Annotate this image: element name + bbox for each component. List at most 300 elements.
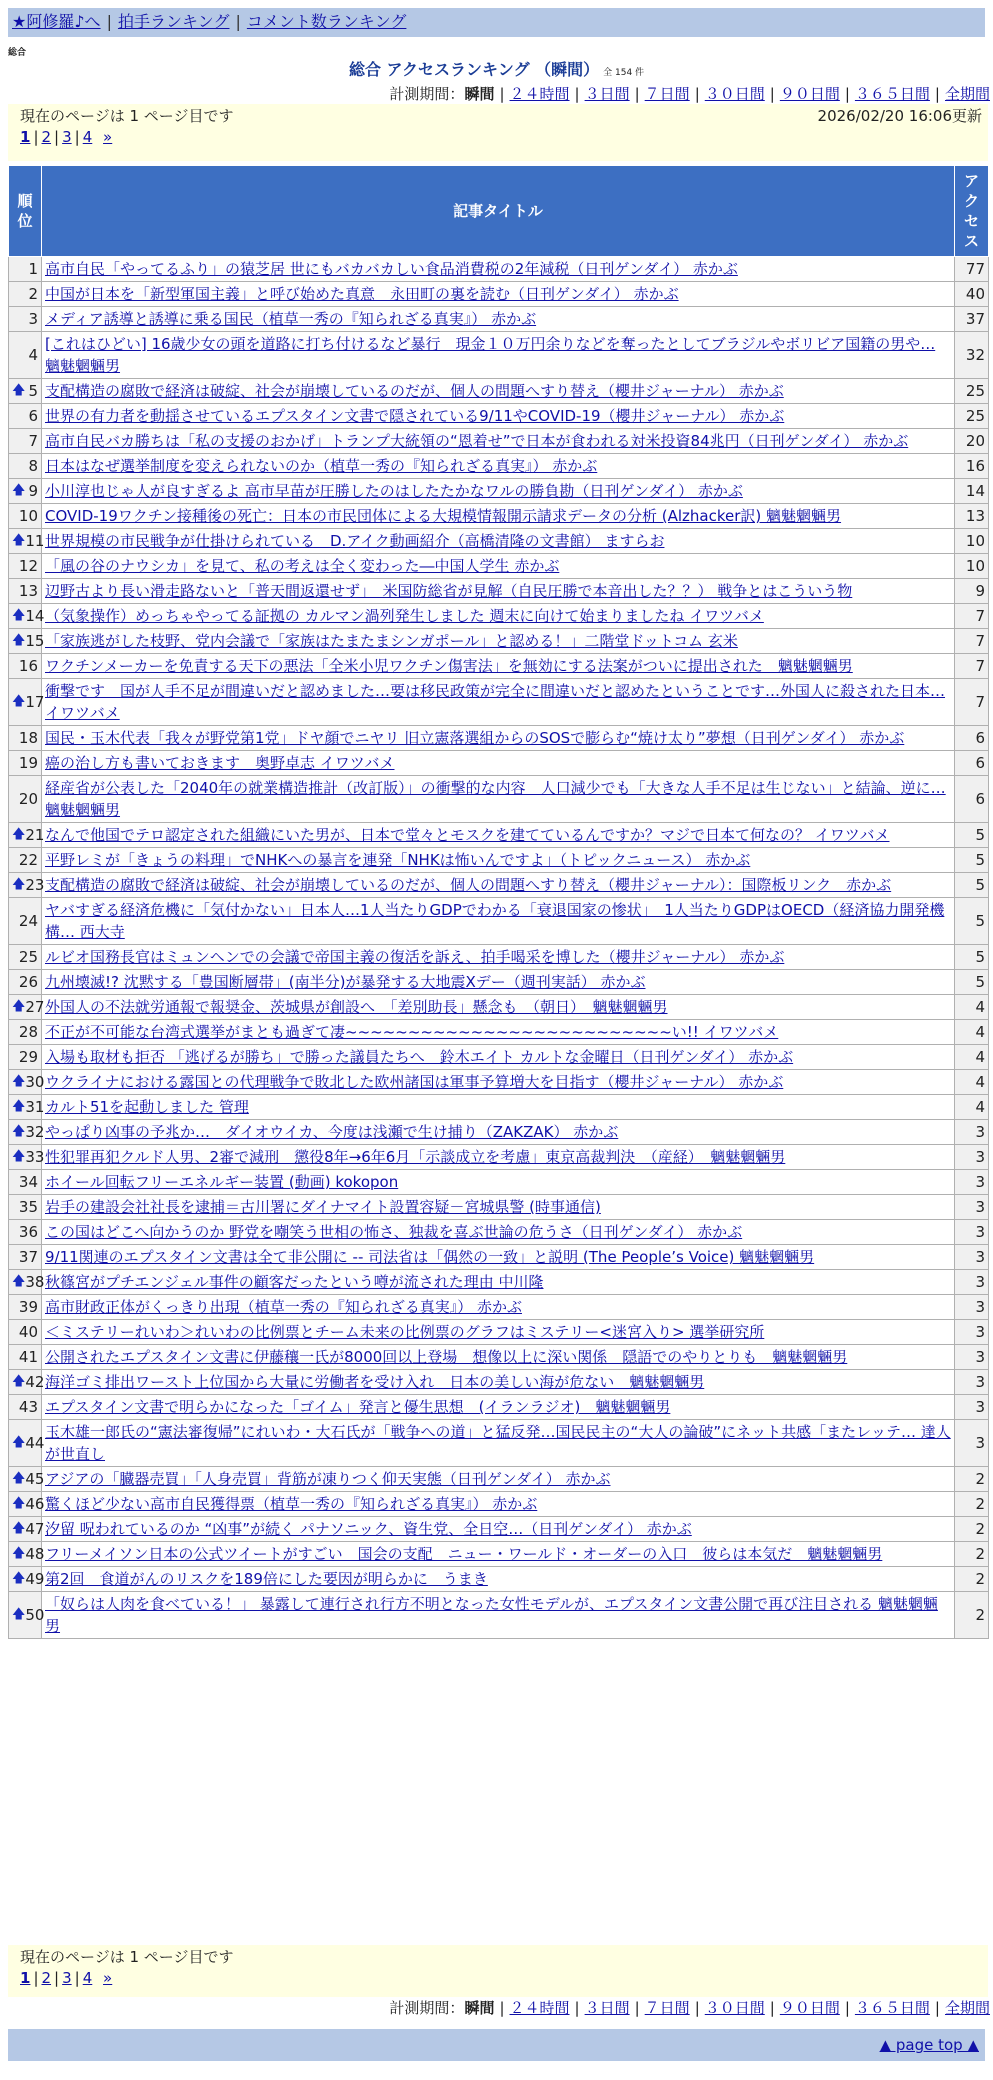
article-link[interactable]: 玉木雄一郎氏の“憲法審復帰”にれいわ・大石氏が「戦争への道」と猛反発…国民民主の“大人の論破”にネット共感「またレッテ… 達人が世直し — [45, 1423, 951, 1463]
separator: | — [235, 12, 241, 31]
period-label: 計測期間： — [389, 1999, 465, 2017]
separator: | — [54, 1969, 60, 1987]
period-link[interactable]: ３６５日間 — [854, 85, 930, 103]
table-row — [9, 995, 989, 1020]
up-arrow-icon: 🡅 — [12, 1149, 26, 1164]
article-link[interactable]: 小川淳也じゃ人が良すぎるよ 高市早苗が圧勝したのはしたたかなワルの勝負勘（日刊ゲンダイ） 赤かぶ — [45, 482, 743, 500]
up-arrow-icon: 🡅 — [12, 633, 26, 648]
title-cell — [42, 970, 955, 995]
rank-number: 20 — [18, 790, 38, 808]
rank-number: 47 — [25, 1520, 45, 1538]
table-row — [9, 945, 989, 970]
title-cell — [42, 1220, 955, 1245]
article-link[interactable]: ヤバすぎる経済危機に「気付かない」日本人…1人当たりGDPでわかる「衰退国家の惨状」 1人当たりGDPはOECD（経済協力開発機構… 西大寺 — [45, 901, 945, 941]
table-row — [9, 776, 989, 823]
title-cell — [42, 429, 955, 454]
access-count: 7 — [955, 654, 989, 679]
table-row — [9, 307, 989, 332]
rank-cell — [9, 429, 42, 454]
access-count: 5 — [955, 848, 989, 873]
table-row — [9, 629, 989, 654]
page-links — [20, 1968, 976, 1989]
period-link[interactable]: ３日間 — [584, 1999, 630, 2017]
rank-cell — [9, 1467, 45, 1492]
period-current: 瞬間 — [464, 85, 495, 103]
page-top-link[interactable]: ▲ page top ▲ — [879, 2036, 979, 2054]
title-cell — [42, 1467, 955, 1492]
title-cell — [42, 1592, 955, 1639]
access-count: 3 — [955, 1195, 989, 1220]
article-link[interactable]: 入場も取材も拒否 「逃げるが勝ち」で勝った議員たちへ 鈴木エイト カルトな金曜日（日刊ゲンダイ） 赤かぶ — [45, 1048, 794, 1066]
period-selector-top — [389, 84, 990, 104]
table-row — [9, 1345, 989, 1370]
rank-number: 48 — [25, 1545, 45, 1563]
table-row — [9, 504, 989, 529]
article-link[interactable]: なんで他国でテロ認定された組織にいた男が、日本で堂々とモスクを建てているんですか？マジで日本て何なの？ イワツバメ — [45, 826, 890, 844]
current-page-text: 現在のページは 1 ページ目です — [20, 1948, 234, 1966]
rank-number: 28 — [18, 1023, 38, 1041]
title-cell — [42, 848, 955, 873]
access-count: 3 — [955, 1245, 989, 1270]
table-row — [9, 1170, 989, 1195]
table-row — [9, 679, 989, 726]
rank-cell — [9, 404, 42, 429]
table-row — [9, 1095, 989, 1120]
article-link[interactable]: 岩手の建設会社社長を逮捕＝古川署にダイナマイト設置容疑－宮城県警 (時事通信) — [45, 1198, 601, 1216]
rank-cell — [9, 776, 42, 823]
table-row — [9, 282, 989, 307]
rank-cell — [9, 1420, 45, 1467]
access-count: 3 — [955, 1370, 989, 1395]
article-link[interactable]: 秋篠宮がプチエンジェル事件の顧客だったという噂が流された理由 中川隆 — [45, 1273, 544, 1291]
separator: | — [106, 12, 112, 31]
title-cell — [42, 1270, 955, 1295]
table-row — [9, 579, 989, 604]
rank-number: 18 — [18, 729, 38, 747]
title-cell — [42, 945, 955, 970]
rank-cell — [9, 1195, 42, 1220]
rank-cell — [9, 1542, 45, 1567]
table-row — [9, 654, 989, 679]
rank-cell — [9, 995, 45, 1020]
title-cell — [42, 479, 955, 504]
bottom-nav-bar — [8, 2029, 985, 2061]
rank-cell — [9, 554, 42, 579]
article-link[interactable]: メディア誘導と誘導に乗る国民（植草一秀の『知られざる真実』） 赤かぶ — [45, 310, 537, 328]
rank-cell — [9, 332, 42, 379]
title-cell — [42, 332, 955, 379]
rank-number: 42 — [25, 1373, 45, 1391]
rank-number: 1 — [28, 260, 38, 278]
table-row — [9, 1270, 989, 1295]
article-link[interactable]: 驚くほど少ない高市自民獲得票（植草一秀の『知られざる真実』） 赤かぶ — [45, 1495, 538, 1513]
title-cell — [42, 679, 955, 726]
rank-cell — [9, 1170, 42, 1195]
access-count: 3 — [955, 1270, 989, 1295]
title-cell — [42, 898, 955, 945]
title-cell — [42, 629, 955, 654]
up-arrow-icon: 🡅 — [12, 608, 26, 623]
page-link[interactable]: 2 — [41, 1969, 52, 1987]
up-arrow-icon: 🡅 — [12, 1521, 26, 1536]
article-link[interactable]: 中国が日本を「新型軍国主義」と呼び始めた真意 永田町の裏を読む（日刊ゲンダイ） 赤かぶ — [45, 285, 679, 303]
article-link[interactable]: フリーメイソン日本の公式ツイートがすごい 国会の支配 ニュー・ワールド・オーダーの入口 彼らは本気だ 魑魅魍魎男 — [45, 1545, 883, 1563]
title-cell — [42, 1567, 955, 1592]
separator: | — [844, 85, 850, 103]
article-link[interactable]: アジアの「臓器売買」「人身売買」背筋が凍りつく仰天実態（日刊ゲンダイ） 赤かぶ — [45, 1470, 611, 1488]
table-row — [9, 1542, 989, 1567]
article-link[interactable]: 支配構造の腐敗で経済は破綻、社会が崩壊しているのだが、個人の問題へすり替え（櫻井ジャーナル）：国際板リンク 赤かぶ — [45, 876, 892, 894]
table-row — [9, 898, 989, 945]
separator: | — [74, 1969, 80, 1987]
article-link[interactable]: 高市自民バカ勝ちは「私の支援のおかげ」トランプ大統領の“恩着せ”で日本が食われる対米投資84兆円（日刊ゲンダイ） 赤かぶ — [45, 432, 909, 450]
period-link[interactable]: ３０日間 — [704, 1999, 765, 2017]
table-row — [9, 429, 989, 454]
table-row — [9, 751, 989, 776]
article-link[interactable]: 公開されたエプスタイン文書に伊藤穰一氏が8000回以上登場 想像以上に深い関係 隠語でのやりとりも 魑魅魍魎男 — [45, 1348, 848, 1366]
ranking-table-body — [9, 257, 989, 1639]
rank-cell — [9, 1220, 42, 1245]
title-cell — [42, 529, 955, 554]
page-link[interactable]: 3 — [62, 128, 72, 146]
article-link[interactable]: 世界規模の市民戦争が仕掛けられている D.アイク動画紹介（高橋清隆の文書館） ますらお — [45, 532, 665, 550]
table-row — [9, 970, 989, 995]
home-link[interactable]: ★阿修羅♪へ — [12, 12, 101, 31]
separator: | — [574, 1999, 580, 2017]
table-row — [9, 873, 989, 898]
title-cell — [42, 776, 955, 823]
page-title — [0, 59, 993, 84]
article-link[interactable]: 衝撃です 国が人手不足が間違いだと認めました…要は移民政策が完全に間違いだと認めたということです…外国人に殺された日本… イワツバメ — [45, 682, 946, 722]
rank-number: 45 — [25, 1470, 45, 1488]
rank-number: 5 — [28, 382, 38, 400]
access-count: 6 — [955, 726, 989, 751]
rank-cell — [9, 1567, 45, 1592]
access-count: 9 — [955, 579, 989, 604]
separator: | — [694, 1999, 700, 2017]
rank-number: 13 — [18, 582, 38, 600]
separator: | — [634, 85, 640, 103]
period-link[interactable]: ２４時間 — [509, 85, 570, 103]
title-cell — [42, 1170, 955, 1195]
separator: | — [74, 128, 80, 146]
rank-number: 24 — [18, 912, 38, 930]
rank-cell — [9, 454, 42, 479]
access-count: 2 — [955, 1592, 989, 1639]
table-row — [9, 1467, 989, 1492]
ranking-table — [8, 165, 989, 1639]
period-link[interactable]: ３６５日間 — [854, 1999, 930, 2017]
article-link[interactable]: 九州壊滅!? 沈黙する「豊国断層帯」(南半分)が暴発する大地震Xデー（週刊実話） 赤かぶ — [45, 973, 646, 991]
rank-cell — [9, 479, 42, 504]
access-count: 4 — [955, 995, 989, 1020]
separator: | — [499, 85, 505, 103]
title-cell — [42, 1542, 955, 1567]
title-cell — [42, 1395, 955, 1420]
access-count: 4 — [955, 1045, 989, 1070]
rank-cell — [9, 1320, 42, 1345]
title-cell — [42, 554, 955, 579]
table-row — [9, 404, 989, 429]
rank-number: 3 — [28, 310, 38, 328]
rank-cell — [9, 629, 45, 654]
title-cell — [42, 379, 955, 404]
rank-cell — [9, 970, 42, 995]
article-link[interactable]: 海洋ゴミ排出ワースト上位国から大量に労働者を受け入れ 日本の美しい海が危ない 魑魅魍魎男 — [45, 1373, 705, 1391]
title-cell — [42, 454, 955, 479]
separator: | — [634, 1999, 640, 2017]
comment-ranking-link[interactable]: コメント数ランキング — [246, 12, 407, 31]
pager-status — [20, 1947, 976, 1968]
access-count: 4 — [955, 1095, 989, 1120]
separator: | — [499, 1999, 505, 2017]
up-arrow-icon: 🡅 — [12, 483, 26, 498]
up-arrow-icon: 🡅 — [12, 1607, 26, 1622]
up-arrow-icon: 🡅 — [12, 827, 26, 842]
period-link[interactable]: ９０日間 — [779, 85, 840, 103]
period-link[interactable]: ３日間 — [584, 85, 630, 103]
separator: | — [769, 1999, 775, 2017]
rank-number: 7 — [28, 432, 38, 450]
article-link[interactable]: 「家族逃がした枝野、党内会議で「家族はたまたまシンガポール」と認める！」二階堂ドットコム 玄米 — [45, 632, 738, 650]
table-row — [9, 1070, 989, 1095]
article-link[interactable]: ホイール回転フリーエネルギー装置 (動画) kokopon — [45, 1173, 399, 1191]
rank-number: 15 — [25, 632, 45, 650]
period-link[interactable]: 全期間 — [944, 1999, 990, 2017]
period-link[interactable]: ７日間 — [644, 85, 690, 103]
article-link[interactable]: 不正が不可能な台湾式選挙がまとも過ぎて凄~~~~~~~~~~~~~~~~~~~~~~~~~~い!! イワツバメ — [45, 1023, 779, 1041]
title-cell — [42, 1120, 955, 1145]
article-link[interactable]: 9/11関連のエプスタイン文書は全て非公開に -- 司法省は「偶然の一致」と説明 (The People’s Voice) 魑魅魍魎男 — [45, 1248, 815, 1266]
article-link[interactable]: 辺野古より長い滑走路ないと「普天間返還せず」 米国防総省が見解（自民圧勝で本音出した？？） 戦争とはこういう物 — [45, 582, 853, 600]
article-link[interactable]: ルビオ国務長官はミュンヘンでの会議で帝国主義の復活を訴え、拍手喝采を博した（櫻井ジャーナル） 赤かぶ — [45, 948, 785, 966]
article-link[interactable]: 性犯罪再犯クルド人男、2審で減刑 懲役8年→6年6月「示談成立を考慮」東京高裁判決 （産経） 魑魅魍魎男 — [45, 1148, 786, 1166]
table-row — [9, 848, 989, 873]
access-count: 4 — [955, 1020, 989, 1045]
period-label: 計測期間： — [389, 85, 465, 103]
table-row — [9, 1395, 989, 1420]
article-link[interactable]: 外国人の不法就労通報で報奨金、茨城県が創設へ 「差別助長」懸念も （朝日） 魑魅魍魎男 — [45, 998, 668, 1016]
article-link[interactable]: 「奴らは人肉を食べている！」 暴露して連行され行方不明となった女性モデルが、エプスタイン文書公開で再び注目される 魑魅魍魎男 — [45, 1595, 938, 1635]
access-count: 3 — [955, 1320, 989, 1345]
separator: | — [769, 85, 775, 103]
page-link[interactable]: 4 — [82, 128, 93, 146]
article-link[interactable]: 支配構造の腐敗で経済は破綻、社会が崩壊しているのだが、個人の問題へすり替え（櫻井ジャーナル） 赤かぶ — [45, 382, 784, 400]
title-cell — [42, 282, 955, 307]
page-link[interactable]: 2 — [41, 128, 52, 146]
access-count: 25 — [955, 404, 989, 429]
period-link[interactable]: ２４時間 — [509, 1999, 570, 2017]
article-link[interactable]: 「風の谷のナウシカ」を見て、私の考えは全く変わった―中国人学生 赤かぶ — [45, 557, 560, 575]
access-count: 3 — [955, 1145, 989, 1170]
access-count: 3 — [955, 1170, 989, 1195]
up-arrow-icon: 🡅 — [12, 1099, 26, 1114]
rank-cell — [9, 257, 42, 282]
title-cell — [42, 995, 955, 1020]
rank-number: 38 — [25, 1273, 45, 1291]
rank-cell — [9, 1270, 45, 1295]
title-cell — [42, 604, 955, 629]
rank-number: 8 — [28, 457, 38, 475]
rank-number: 4 — [28, 346, 38, 364]
rank-cell — [9, 379, 42, 404]
title-cell — [42, 579, 955, 604]
access-count: 6 — [955, 751, 989, 776]
rank-cell — [9, 1145, 45, 1170]
period-link[interactable]: ９０日間 — [779, 1999, 840, 2017]
rank-cell — [9, 679, 45, 726]
article-link[interactable]: 国民・玉木代表「我々が野党第1党」ドヤ顔でニヤリ 旧立憲落選組からのSOSで膨らむ“焼け太り”夢想（日刊ゲンダイ） 赤かぶ — [45, 729, 905, 747]
access-count: 2 — [955, 1467, 989, 1492]
title-cell — [42, 1245, 955, 1270]
access-count: 32 — [955, 332, 989, 379]
article-link[interactable]: 癌の治し方も書いておきます 奥野卓志 イワツバメ — [45, 754, 395, 772]
article-link[interactable]: この国はどこへ向かうのか 野党を嘲笑う世相の怖さ、独裁を喜ぶ世論の危うさ（日刊ゲンダイ） 赤かぶ — [45, 1223, 743, 1241]
access-count: 77 — [955, 257, 989, 282]
access-count: 3 — [955, 1295, 989, 1320]
article-link[interactable]: 第2回 食道がんのリスクを189倍にした要因が明らかに うまき — [45, 1570, 488, 1588]
page-link-current[interactable]: 1 — [20, 1969, 31, 1987]
rank-cell — [9, 1592, 45, 1639]
rank-number: 26 — [18, 973, 38, 991]
next-page-link[interactable]: » — [103, 1969, 113, 1987]
page-link-current[interactable]: 1 — [20, 128, 31, 146]
applause-ranking-link[interactable]: 拍手ランキング — [117, 12, 230, 31]
article-link[interactable]: カルト51を起動しました 管理 — [45, 1098, 249, 1116]
article-link[interactable]: ＜ミステリーれいわ＞れいわの比例票とチーム未来の比例票のグラフはミステリー<迷宮入り> 選挙研究所 — [45, 1323, 765, 1341]
article-link[interactable]: 世界の有力者を動揺させているエプスタイン文書で隠されている9/11やCOVID-19（櫻井ジャーナル） 赤かぶ — [45, 407, 785, 425]
table-row — [9, 1592, 989, 1639]
table-row — [9, 257, 989, 282]
table-row — [9, 379, 989, 404]
rank-number: 33 — [25, 1148, 45, 1166]
title-cell — [42, 751, 955, 776]
separator: | — [694, 85, 700, 103]
title-cell — [42, 823, 955, 848]
title-cell — [42, 1345, 955, 1370]
page-link[interactable]: 3 — [62, 1969, 72, 1987]
access-count: 5 — [955, 970, 989, 995]
title-cell — [42, 1320, 955, 1345]
next-page-link[interactable]: » — [103, 128, 113, 146]
access-count: 13 — [955, 504, 989, 529]
article-link[interactable]: やっぱり凶事の予兆か… ダイオウイカ、今度は浅瀬で生け捕り（ZAKZAK） 赤かぶ — [45, 1123, 619, 1141]
rank-number: 35 — [18, 1198, 38, 1216]
table-row — [9, 1370, 989, 1395]
rank-number: 41 — [18, 1348, 38, 1366]
rank-number: 25 — [18, 948, 38, 966]
period-link[interactable]: ３０日間 — [704, 85, 765, 103]
access-count: 3 — [955, 1120, 989, 1145]
title-cell — [42, 257, 955, 282]
page-link[interactable]: 4 — [82, 1969, 93, 1987]
article-link[interactable]: 平野レミが「きょうの料理」でNHKへの暴言を連発「NHKは怖いんですよ」（トピックニュース） 赤かぶ — [45, 851, 751, 869]
item-count: 全 154 件 — [603, 68, 645, 78]
title-cell — [42, 1145, 955, 1170]
rank-cell — [9, 1020, 42, 1045]
separator: | — [844, 1999, 850, 2017]
rank-cell — [9, 282, 42, 307]
table-row — [9, 529, 989, 554]
col-title: 記事タイトル — [42, 166, 955, 257]
rank-cell — [9, 873, 45, 898]
article-link[interactable]: [これはひどい] 16歳少女の頭を道路に打ち付けるなど暴行 現金１０万円余りなどを奪ったとしてブラジルやボリビア国籍の男や… 魑魅魍魎男 — [45, 335, 936, 375]
rank-number: 23 — [25, 876, 45, 894]
period-link[interactable]: ７日間 — [644, 1999, 690, 2017]
rank-cell — [9, 945, 42, 970]
table-row — [9, 454, 989, 479]
table-row — [9, 1045, 989, 1070]
separator: | — [54, 128, 60, 146]
access-count: 14 — [955, 479, 989, 504]
table-row — [9, 1295, 989, 1320]
page-links — [20, 127, 976, 148]
article-link[interactable]: 高市財政正体がくっきり出現（植草一秀の『知られざる真実』） 赤かぶ — [45, 1298, 522, 1316]
pager-bottom — [8, 1945, 988, 1997]
rank-number: 50 — [25, 1606, 45, 1624]
table-row — [9, 1195, 989, 1220]
rank-number: 49 — [25, 1570, 45, 1588]
article-link[interactable]: エプスタイン文書で明らかになった「ゴイム」発言と優生思想 (イランラジオ) 魑魅魍魎男 — [45, 1398, 671, 1416]
up-arrow-icon: 🡅 — [12, 1496, 26, 1511]
article-link[interactable]: ワクチンメーカーを免責する天下の悪法「全米小児ワクチン傷害法」を無効にする法案がついに提出された 魑魅魍魎男 — [45, 657, 853, 675]
article-link[interactable]: COVID-19ワクチン接種後の死亡：日本の市民団体による大規模情報開示請求データの分析 (Alzhacker訳) 魑魅魍魎男 — [45, 507, 842, 525]
title-cell — [42, 504, 955, 529]
rank-cell — [9, 579, 42, 604]
article-link[interactable]: 経産省が公表した「2040年の就業構造推計（改訂版）」の衝撃的な内容 人口減少でも「大きな人手不足は生じない」と結論、逆に… 魑魅魍魎男 — [45, 779, 946, 819]
period-link[interactable]: 全期間 — [944, 85, 990, 103]
access-count: 3 — [955, 1420, 989, 1467]
table-row — [9, 1220, 989, 1245]
access-count: 3 — [955, 1345, 989, 1370]
access-count: 4 — [955, 1070, 989, 1095]
rank-number: 31 — [25, 1098, 45, 1116]
rank-number: 17 — [25, 693, 45, 711]
article-link[interactable]: 汐留 呪われているのか “凶事”が続く パナソニック、資生党、全日空…（日刊ゲンダイ） 赤かぶ — [45, 1520, 692, 1538]
rank-cell — [9, 1517, 45, 1542]
title-cell — [42, 1517, 955, 1542]
separator: | — [934, 1999, 940, 2017]
title-cell — [42, 1095, 955, 1120]
table-header-row — [9, 166, 989, 257]
rank-cell — [9, 848, 42, 873]
access-count: 40 — [955, 282, 989, 307]
title-cell — [42, 1020, 955, 1045]
title-cell — [42, 307, 955, 332]
access-count: 7 — [955, 604, 989, 629]
access-count: 37 — [955, 307, 989, 332]
access-count: 7 — [955, 679, 989, 726]
rank-number: 32 — [25, 1123, 45, 1141]
article-link[interactable]: ウクライナにおける露国との代理戦争で敗北した欧州諸国は軍事予算増大を目指す（櫻井ジャーナル） 赤かぶ — [45, 1073, 784, 1091]
rank-cell — [9, 307, 42, 332]
separator: | — [33, 1969, 39, 1987]
title-cell — [42, 1045, 955, 1070]
rank-number: 27 — [25, 998, 45, 1016]
rank-number: 9 — [28, 482, 38, 500]
rank-number: 43 — [18, 1398, 38, 1416]
table-row — [9, 1020, 989, 1045]
title-cell — [42, 873, 955, 898]
rank-number: 36 — [18, 1223, 38, 1241]
article-link[interactable]: 高市自民「やってるふり」の猿芝居 世にもバカバカしい食品消費税の2年減税（日刊ゲンダイ） 赤かぶ — [45, 260, 738, 278]
article-link[interactable]: （気象操作）めっちゃやってる証拠の カルマン渦列発生しました 週末に向けて始まりましたね イワツバメ — [45, 607, 764, 625]
rank-number: 37 — [18, 1248, 38, 1266]
rank-cell — [9, 1295, 42, 1320]
article-link[interactable]: 日本はなぜ選挙制度を変えられないのか（植草一秀の『知られざる真実』） 赤かぶ — [45, 457, 598, 475]
table-row — [9, 1420, 989, 1467]
rank-number: 34 — [18, 1173, 38, 1191]
